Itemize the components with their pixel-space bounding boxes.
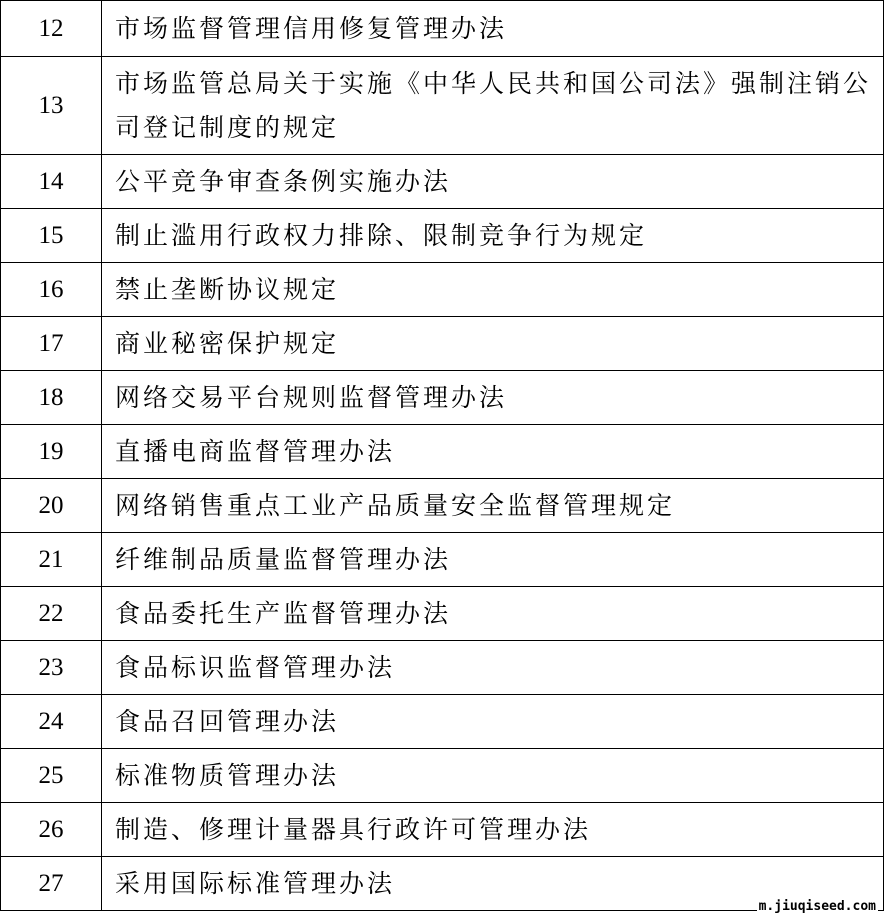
table-row — [1, 749, 884, 803]
table-row — [1, 209, 884, 263]
regulation-title: 食品标识监督管理办法 — [102, 641, 884, 695]
row-number: 26 — [1, 803, 102, 857]
row-number: 13 — [1, 57, 102, 155]
row-number: 25 — [1, 749, 102, 803]
table-row — [1, 263, 884, 317]
row-number: 19 — [1, 425, 102, 479]
row-number: 16 — [1, 263, 102, 317]
regulation-title: 市场监管总局关于实施《中华人民共和国公司法》强制注销公司登记制度的规定 — [102, 57, 884, 155]
table-row — [1, 317, 884, 371]
row-number: 23 — [1, 641, 102, 695]
row-number: 22 — [1, 587, 102, 641]
table-row — [1, 533, 884, 587]
row-number: 17 — [1, 317, 102, 371]
regulation-title: 市场监督管理信用修复管理办法 — [102, 1, 884, 57]
row-number: 15 — [1, 209, 102, 263]
table-row — [1, 425, 884, 479]
table-row — [1, 371, 884, 425]
row-number: 24 — [1, 695, 102, 749]
table-row — [1, 695, 884, 749]
row-number: 18 — [1, 371, 102, 425]
regulation-title: 纤维制品质量监督管理办法 — [102, 533, 884, 587]
watermark-text: m.jiuqiseed.com — [758, 899, 876, 914]
row-number: 21 — [1, 533, 102, 587]
regulation-title: 直播电商监督管理办法 — [102, 425, 884, 479]
regulation-title: 制止滥用行政权力排除、限制竞争行为规定 — [102, 209, 884, 263]
table-row — [1, 155, 884, 209]
regulation-title: 食品委托生产监督管理办法 — [102, 587, 884, 641]
row-number: 20 — [1, 479, 102, 533]
table-row — [1, 587, 884, 641]
regulation-title: 网络交易平台规则监督管理办法 — [102, 371, 884, 425]
row-number: 12 — [1, 1, 102, 57]
row-number: 27 — [1, 857, 102, 911]
regulation-title: 网络销售重点工业产品质量安全监督管理规定 — [102, 479, 884, 533]
regulation-title: 商业秘密保护规定 — [102, 317, 884, 371]
table-row — [1, 857, 884, 911]
table-row — [1, 57, 884, 155]
table-row — [1, 1, 884, 57]
table-row — [1, 641, 884, 695]
table-row — [1, 803, 884, 857]
regulation-title: 食品召回管理办法 — [102, 695, 884, 749]
regulation-title: 标准物质管理办法 — [102, 749, 884, 803]
regulation-title: 制造、修理计量器具行政许可管理办法 — [102, 803, 884, 857]
table-row — [1, 479, 884, 533]
regulation-title: 采用国际标准管理办法 — [102, 857, 884, 911]
regulation-title: 公平竞争审查条例实施办法 — [102, 155, 884, 209]
row-number: 14 — [1, 155, 102, 209]
regulation-title: 禁止垄断协议规定 — [102, 263, 884, 317]
